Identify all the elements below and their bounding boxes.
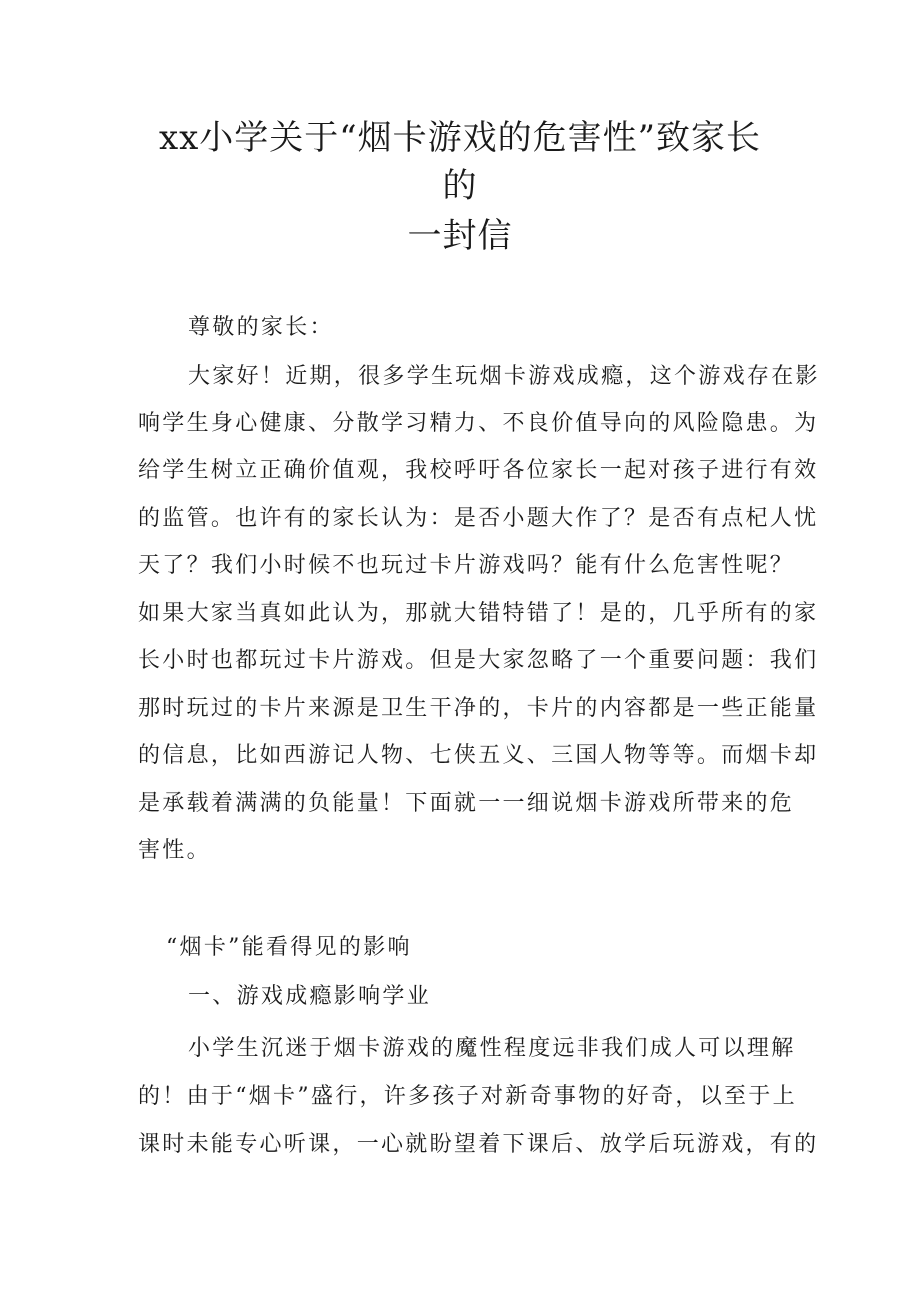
paragraph-line: 课时未能专心听课，一心就盼望着下课后、放学后玩游戏，有的 — [138, 1132, 819, 1157]
paragraph-line: 的监管。也许有的家长认为：是否小题大作了？是否有点杞人忧 — [138, 506, 819, 531]
salutation: 尊敬的家长： — [188, 315, 334, 340]
section-heading: “烟卡”能看得见的影响 — [166, 935, 412, 960]
paragraph-line: 响学生身心健康、分散学习精力、不良价值导向的风险隐患。为 — [138, 411, 819, 436]
paragraph-line: 长小时也都玩过卡片游戏。但是大家忽略了一个重要问题：我们 — [138, 648, 819, 673]
title-line-3: 一封信 — [407, 216, 513, 256]
title-line-2: 的 — [442, 166, 478, 206]
subheading: 一、游戏成瘾影响学业 — [188, 984, 432, 1009]
paragraph-line: 天了？我们小时候不也玩过卡片游戏吗？能有什么危害性呢？ — [138, 553, 795, 578]
paragraph-line: 大家好！近期，很多学生玩烟卡游戏成瘾，这个游戏存在影 — [188, 364, 820, 389]
paragraph-line: 的！由于“烟卡”盛行，许多孩子对新奇事物的好奇，以至于上 — [138, 1084, 797, 1109]
paragraph-line: 害性。 — [138, 838, 211, 863]
paragraph-line: 小学生沉迷于烟卡游戏的魔性程度远非我们成人可以理解 — [188, 1036, 796, 1061]
paragraph-line: 是承载着满满的负能量！下面就一一细说烟卡游戏所带来的危 — [138, 791, 795, 816]
paragraph-line: 给学生树立正确价值观，我校呼吁各位家长一起对孩子进行有效 — [138, 458, 819, 483]
title-line-1: xx小学关于“烟卡游戏的危害性”致家长 — [158, 118, 762, 158]
paragraph-line: 的信息，比如西游记人物、七侠五义、三国人物等等。而烟卡却 — [138, 743, 819, 768]
paragraph-line: 那时玩过的卡片来源是卫生干净的，卡片的内容都是一些正能量 — [138, 696, 819, 721]
paragraph-line: 如果大家当真如此认为，那就大错特错了！是的，几乎所有的家 — [138, 601, 819, 626]
